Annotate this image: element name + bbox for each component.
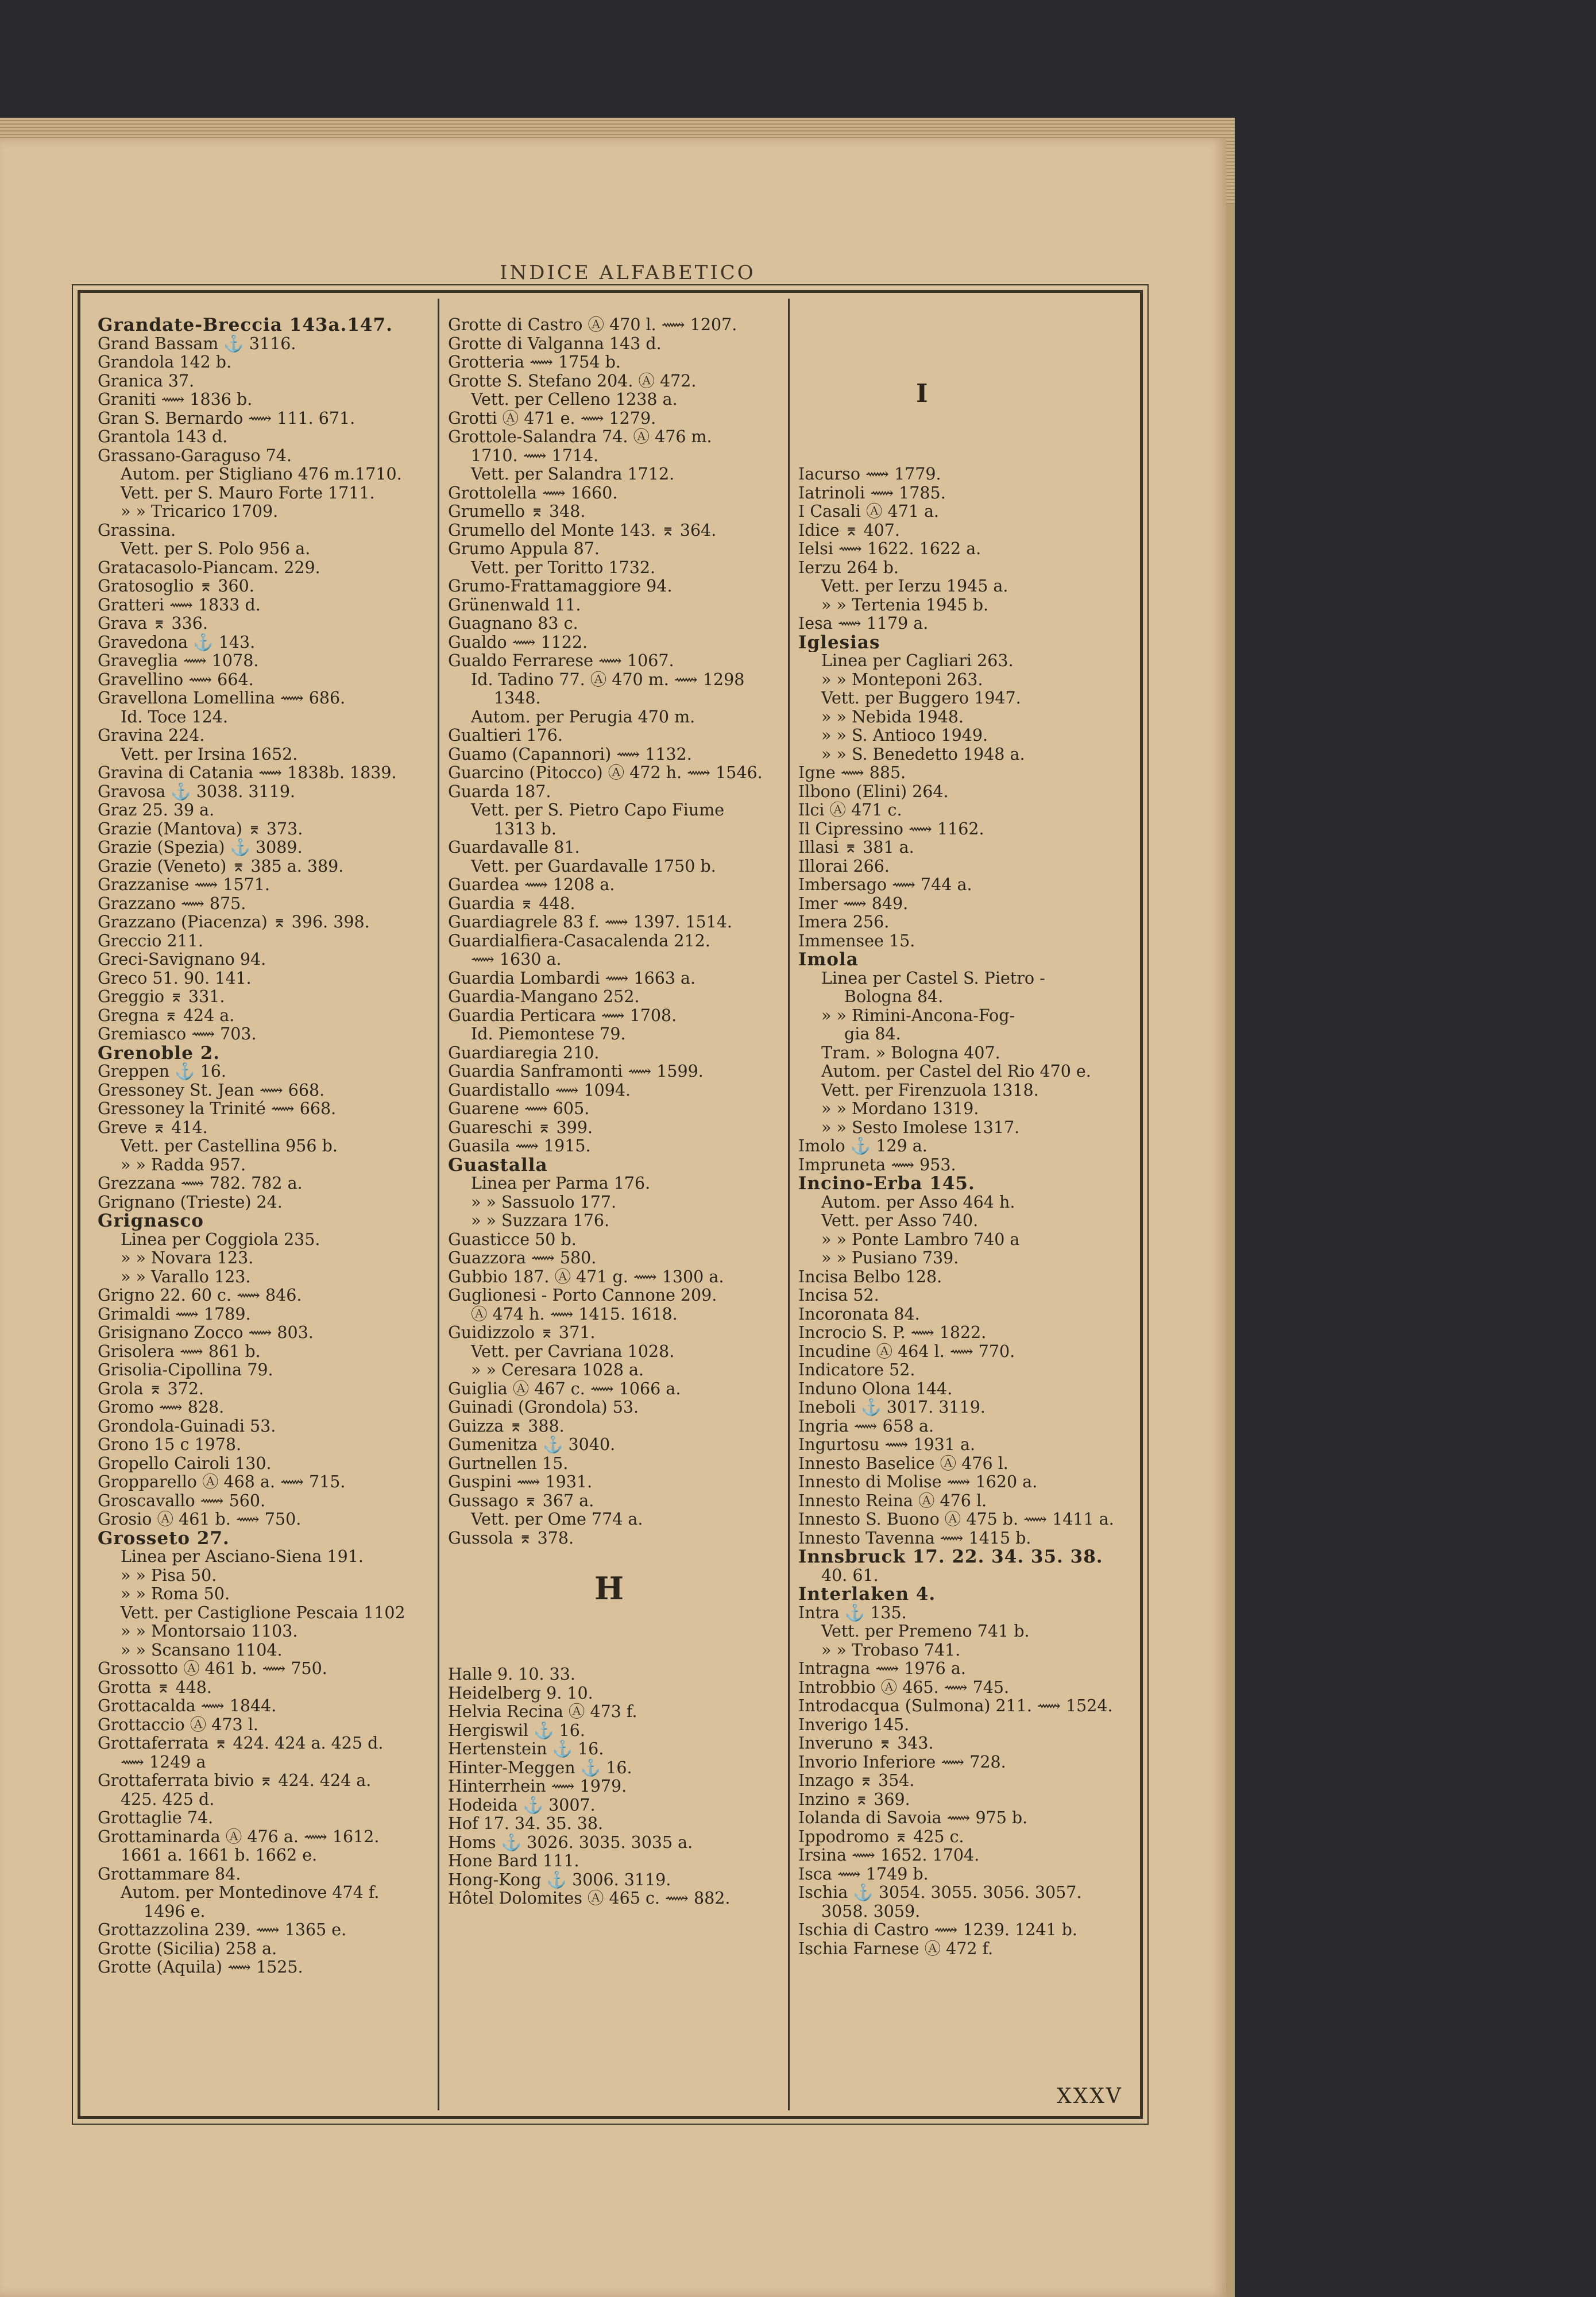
- index-entry: Greco 51. 90. 141.: [98, 969, 252, 988]
- index-entry: Grottazzolina 239. ⟿ 1365 e.: [98, 1921, 347, 1939]
- index-heading: Grenoble 2.: [98, 1043, 221, 1062]
- index-entry: » » Roma 50.: [121, 1585, 230, 1603]
- index-entry: Innesto di Molise ⟿ 1620 a.: [798, 1473, 1038, 1491]
- index-entry: Linea per Cagliari 263.: [821, 652, 1014, 670]
- index-entry: Grotte (Sicilia) 258 a.: [98, 1939, 277, 1958]
- index-entry: Gropello Cairoli 130.: [98, 1454, 272, 1473]
- index-entry: Autom. per Asso 464 h.: [821, 1193, 1015, 1212]
- index-entry: Grottacalda ⟿ 1844.: [98, 1697, 277, 1715]
- index-entry: Grisolia-Cipollina 79.: [98, 1361, 273, 1379]
- index-entry: Autom. per Stigliano 476 m.1710.: [121, 465, 402, 484]
- index-entry: Intra ⚓ 135.: [798, 1603, 907, 1622]
- index-entry: Greci-Savignano 94.: [98, 950, 266, 969]
- index-entry: Intragna ⟿ 1976 a.: [798, 1660, 966, 1678]
- index-entry: 3058. 3059.: [821, 1902, 921, 1921]
- index-entry: Invorio Inferiore ⟿ 728.: [798, 1753, 1006, 1772]
- index-entry: » » Tricarico 1709.: [121, 502, 279, 521]
- index-entry: Ischia Farnese Ⓐ 472 f.: [798, 1939, 994, 1958]
- index-entry: Vett. per Guardavalle 1750 b.: [471, 857, 716, 876]
- index-entry: Iatrinoli ⟿ 1785.: [798, 484, 946, 502]
- index-entry: Imbersago ⟿ 744 a.: [798, 876, 972, 894]
- index-entry: Gremiasco ⟿ 703.: [98, 1025, 257, 1043]
- index-entry: Grottaglie 74.: [98, 1809, 214, 1827]
- index-entry: Vett. per Celleno 1238 a.: [471, 390, 678, 409]
- index-entry: » » Pusiano 739.: [821, 1249, 959, 1267]
- index-entry: » » Montorsaio 1103.: [121, 1622, 298, 1641]
- index-entry: Guarene ⟿ 605.: [448, 1100, 590, 1118]
- index-entry: Grottaferrata bivio ⌆ 424. 424 a.: [98, 1772, 372, 1790]
- index-entry: Grassina.: [98, 521, 176, 540]
- index-entry: 40. 61.: [821, 1566, 879, 1585]
- index-entry: Id. Piemontese 79.: [471, 1025, 626, 1043]
- index-entry: I Casali Ⓐ 471 a.: [798, 502, 940, 521]
- index-entry: Imer ⟿ 849.: [798, 894, 909, 913]
- index-entry: Grantola 143 d.: [98, 428, 228, 446]
- index-entry: 1661 a. 1661 b. 1662 e.: [121, 1846, 318, 1865]
- index-entry: Graz 25. 39 a.: [98, 801, 215, 819]
- index-entry: Gratacasolo-Piancam. 229.: [98, 558, 320, 577]
- index-entry: Grossotto Ⓐ 461 b. ⟿ 750.: [98, 1660, 327, 1678]
- index-heading: Innsbruck 17. 22. 34. 35. 38.: [798, 1548, 1103, 1567]
- index-entry: Guardea ⟿ 1208 a.: [448, 876, 615, 894]
- index-entry: Grotta ⌆ 448.: [98, 1678, 212, 1697]
- index-entry: Guardialfiera-Casacalenda 212.: [448, 931, 710, 950]
- index-entry: Grotte (Aquila) ⟿ 1525.: [98, 1958, 303, 1977]
- index-entry: Homs ⚓ 3026. 3035. 3035 a.: [448, 1833, 693, 1852]
- index-group-g: [448, 316, 778, 1548]
- index-entry: Vett. per Salandra 1712.: [471, 465, 675, 484]
- index-entry: Innesto S. Buono Ⓐ 475 b. ⟿ 1411 a.: [798, 1510, 1114, 1529]
- index-entry: Impruneta ⟿ 953.: [798, 1155, 956, 1174]
- index-entry: Grosio Ⓐ 461 b. ⟿ 750.: [98, 1510, 302, 1529]
- index-entry: Hone Bard 111.: [448, 1852, 579, 1870]
- index-entry: Iesa ⟿ 1179 a.: [798, 614, 929, 633]
- index-heading: Interlaken 4.: [798, 1585, 936, 1604]
- index-entry: Greve ⌆ 414.: [98, 1118, 208, 1137]
- section-letter-h: H: [594, 1570, 624, 1607]
- index-entry: Guizza ⌆ 388.: [448, 1417, 565, 1436]
- index-entry: Helvia Recina Ⓐ 473 f.: [448, 1703, 637, 1721]
- index-entry: » » Ponte Lambro 740 a: [821, 1230, 1020, 1249]
- index-entry: Vett. per Irsina 1652.: [121, 745, 298, 764]
- index-entry: Hong-Kong ⚓ 3006. 3119.: [448, 1870, 671, 1889]
- index-entry: Guardiaregia 210.: [448, 1043, 600, 1062]
- index-entry: Guinadi (Grondola) 53.: [448, 1398, 639, 1417]
- index-entry: Isca ⟿ 1749 b.: [798, 1865, 929, 1884]
- index-entry: Guiglia Ⓐ 467 c. ⟿ 1066 a.: [448, 1379, 681, 1398]
- index-entry: Gualdo Ferrarese ⟿ 1067.: [448, 652, 674, 670]
- index-entry: Gromo ⟿ 828.: [98, 1398, 225, 1417]
- running-head: INDICE ALFABETICO: [500, 261, 756, 284]
- index-entry: Linea per Coggiola 235.: [121, 1230, 320, 1249]
- index-entry: Incisa Belbo 128.: [798, 1267, 942, 1286]
- index-entry: Incudine Ⓐ 464 l. ⟿ 770.: [798, 1342, 1015, 1361]
- index-entry: Grumo-Frattamaggiore 94.: [448, 577, 673, 595]
- index-entry: Innesto Reina Ⓐ 476 l.: [798, 1491, 987, 1510]
- index-entry: Gressoney la Trinité ⟿ 668.: [98, 1100, 337, 1118]
- index-entry: Vett. per Premeno 741 b.: [821, 1622, 1030, 1641]
- index-entry: Gregna ⌆ 424 a.: [98, 1006, 235, 1025]
- index-entry: Grottaferrata ⌆ 424. 424 a. 425 d.: [98, 1734, 384, 1753]
- index-entry: Gravedona ⚓ 143.: [98, 633, 256, 652]
- index-entry: Introdacqua (Sulmona) 211. ⟿ 1524.: [798, 1697, 1113, 1715]
- index-entry: Hodeida ⚓ 3007.: [448, 1796, 596, 1815]
- index-entry: Graveglia ⟿ 1078.: [98, 652, 259, 670]
- index-entry: Guardiagrele 83 f. ⟿ 1397. 1514.: [448, 913, 732, 931]
- index-entry: Guardia-Mangano 252.: [448, 988, 640, 1006]
- index-entry: Graniti ⟿ 1836 b.: [98, 390, 253, 409]
- index-entry: Hof 17. 34. 35. 38.: [448, 1815, 604, 1833]
- index-entry: » » Novara 123.: [121, 1249, 254, 1267]
- index-entry: Introbbio Ⓐ 465. ⟿ 745.: [798, 1678, 1010, 1697]
- index-heading: Guastalla: [448, 1155, 548, 1174]
- index-entry: Hertenstein ⚓ 16.: [448, 1740, 604, 1758]
- index-entry: Grimaldi ⟿ 1789.: [98, 1305, 251, 1324]
- index-entry: 1348.: [494, 689, 541, 707]
- index-entry: Greccio 211.: [98, 931, 203, 950]
- index-entry: Ineboli ⚓ 3017. 3119.: [798, 1398, 986, 1417]
- index-entry: Gussago ⌆ 367 a.: [448, 1491, 594, 1510]
- index-entry: » » Sesto Imolese 1317.: [821, 1118, 1020, 1137]
- index-entry: Iolanda di Savoia ⟿ 975 b.: [798, 1809, 1028, 1827]
- index-heading: Grandate-Breccia 143a.147.: [98, 316, 393, 335]
- index-entry: Guareschi ⌆ 399.: [448, 1118, 593, 1137]
- index-entry: Ippodromo ⌆ 425 c.: [798, 1827, 964, 1846]
- index-entry: Linea per Castel S. Pietro -: [821, 969, 1045, 988]
- index-entry: 1313 b.: [494, 819, 557, 838]
- index-group-h: [448, 1665, 778, 1908]
- index-entry: Imolo ⚓ 129 a.: [798, 1137, 928, 1155]
- index-entry: Gravina 224.: [98, 726, 205, 745]
- index-entry: Vett. per Firenzuola 1318.: [821, 1081, 1039, 1100]
- index-entry: Gumenitza ⚓ 3040.: [448, 1436, 616, 1454]
- index-entry: Vett. per Ierzu 1945 a.: [821, 577, 1008, 595]
- index-entry: » » Radda 957.: [121, 1155, 246, 1174]
- index-entry: Gravosa ⚓ 3038. 3119.: [98, 782, 296, 801]
- index-entry: Halle 9. 10. 33.: [448, 1665, 575, 1684]
- index-entry: » » Rimini-Ancona-Fog-: [821, 1006, 1015, 1025]
- index-entry: Irsina ⟿ 1652. 1704.: [798, 1846, 980, 1865]
- index-entry: » » S. Antioco 1949.: [821, 726, 988, 745]
- index-entry: Gurtnellen 15.: [448, 1454, 569, 1473]
- index-entry: Grazzanise ⟿ 1571.: [98, 876, 270, 894]
- index-entry: Hinterrhein ⟿ 1979.: [448, 1777, 627, 1796]
- index-entry: Ischia ⚓ 3054. 3055. 3056. 3057.: [798, 1884, 1082, 1902]
- index-entry: » » S. Benedetto 1948 a.: [821, 745, 1025, 764]
- index-entry: Guagnano 83 c.: [448, 614, 578, 633]
- index-entry: Innesto Tavenna ⟿ 1415 b.: [798, 1529, 1031, 1548]
- index-entry: Vett. per S. Mauro Forte 1711.: [121, 484, 375, 502]
- index-entry: Grava ⌆ 336.: [98, 614, 208, 633]
- index-column-3: [798, 465, 1129, 1958]
- index-entry: » » Tertenia 1945 b.: [821, 595, 989, 614]
- index-entry: Guardia Lombardi ⟿ 1663 a.: [448, 969, 696, 988]
- index-entry: » » Monteponi 263.: [821, 670, 983, 689]
- index-entry: Hinter-Meggen ⚓ 16.: [448, 1758, 632, 1777]
- index-heading: Imola: [798, 950, 859, 969]
- index-entry: Grand Bassam ⚓ 3116.: [98, 334, 296, 353]
- index-entry: Heidelberg 9. 10.: [448, 1684, 593, 1703]
- index-entry: Incrocio S. P. ⟿ 1822.: [798, 1324, 987, 1342]
- index-entry: Grünenwald 11.: [448, 595, 581, 614]
- index-entry: » » Varallo 123.: [121, 1267, 251, 1286]
- index-entry: Guardia Perticara ⟿ 1708.: [448, 1006, 677, 1025]
- index-entry: Il Cipressino ⟿ 1162.: [798, 819, 984, 838]
- index-entry: Vett. per Cavriana 1028.: [471, 1342, 675, 1361]
- index-entry: Grazzano ⟿ 875.: [98, 894, 246, 913]
- index-entry: » » Scansano 1104.: [121, 1641, 283, 1660]
- index-heading: Incino-Erba 145.: [798, 1174, 975, 1193]
- index-entry: Vett. per Ome 774 a.: [471, 1510, 643, 1529]
- index-entry: Grotteria ⟿ 1754 b.: [448, 353, 621, 372]
- index-entry: Gratosoglio ⌆ 360.: [98, 577, 254, 595]
- index-entry: Guardia ⌆ 448.: [448, 894, 575, 913]
- index-entry: Tram. » Bologna 407.: [821, 1043, 1000, 1062]
- index-entry: Grazie (Spezia) ⚓ 3089.: [98, 838, 303, 857]
- index-entry: Guardia Sanframonti ⟿ 1599.: [448, 1062, 704, 1081]
- index-entry: Grotte S. Stefano 204. Ⓐ 472.: [448, 372, 697, 390]
- index-entry: Grignano (Trieste) 24.: [98, 1193, 283, 1212]
- column-rule-2: [788, 299, 790, 2110]
- index-entry: Groscavallo ⟿ 560.: [98, 1491, 266, 1510]
- index-entry: Grumello del Monte 143. ⌆ 364.: [448, 521, 717, 540]
- index-entry: Guglionesi - Porto Cannone 209.: [448, 1286, 717, 1305]
- section-h-block: [448, 1548, 778, 1665]
- index-entry: Inverigo 145.: [798, 1715, 910, 1734]
- index-entry: Vett. per Asso 740.: [821, 1212, 979, 1230]
- index-entry: Illasi ⌆ 381 a.: [798, 838, 914, 857]
- index-column-1: [98, 316, 428, 1977]
- index-entry: Gravina di Catania ⟿ 1838b. 1839.: [98, 764, 397, 782]
- index-entry: Grisolera ⟿ 861 b.: [98, 1342, 261, 1361]
- index-entry: Incoronata 84.: [798, 1305, 920, 1324]
- index-entry: Gualdo ⟿ 1122.: [448, 633, 588, 652]
- index-entry: 1496 e.: [144, 1902, 206, 1921]
- index-entry: Grono 15 c 1978.: [98, 1436, 242, 1454]
- index-entry: Grazie (Veneto) ⌆ 385 a. 389.: [98, 857, 344, 876]
- index-entry: Gussola ⌆ 378.: [448, 1529, 574, 1548]
- index-entry: Grumo Appula 87.: [448, 540, 600, 558]
- index-entry: Vett. per Buggero 1947.: [821, 689, 1021, 707]
- index-entry: Gropparello Ⓐ 468 a. ⟿ 715.: [98, 1473, 346, 1491]
- index-entry: Guspini ⟿ 1931.: [448, 1473, 593, 1491]
- index-entry: Ilci Ⓐ 471 c.: [798, 801, 902, 819]
- index-column-2: [448, 316, 778, 1908]
- index-entry: Inzago ⌆ 354.: [798, 1772, 915, 1790]
- index-entry: » » Pisa 50.: [121, 1566, 217, 1585]
- index-entry: Autom. per Perugia 470 m.: [471, 707, 695, 726]
- index-entry: Guarda 187.: [448, 782, 551, 801]
- index-entry: » » Nebida 1948.: [821, 707, 964, 726]
- index-entry: Grazie (Mantova) ⌆ 373.: [98, 819, 303, 838]
- index-entry: Grottaccio Ⓐ 473 l.: [98, 1715, 258, 1734]
- index-entry: Ⓐ 474 h. ⟿ 1415. 1618.: [471, 1305, 678, 1324]
- index-entry: Guasticce 50 b.: [448, 1230, 577, 1249]
- index-entry: Hôtel Dolomites Ⓐ 465 c. ⟿ 882.: [448, 1889, 731, 1908]
- index-entry: Grotti Ⓐ 471 e. ⟿ 1279.: [448, 409, 656, 428]
- index-entry: Imera 256.: [798, 913, 890, 931]
- index-entry: Guasila ⟿ 1915.: [448, 1137, 591, 1155]
- index-entry: gia 84.: [844, 1025, 901, 1043]
- index-entry: Iacurso ⟿ 1779.: [798, 465, 941, 484]
- index-entry: Ingurtosu ⟿ 1931 a.: [798, 1436, 976, 1454]
- index-entry: » » Trobaso 741.: [821, 1641, 961, 1660]
- index-entry: Immensee 15.: [798, 931, 915, 950]
- index-entry: » » Mordano 1319.: [821, 1100, 979, 1118]
- index-entry: » » Ceresara 1028 a.: [471, 1361, 644, 1379]
- index-entry: Gressoney St. Jean ⟿ 668.: [98, 1081, 325, 1100]
- index-entry: Grisignano Zocco ⟿ 803.: [98, 1324, 314, 1342]
- index-entry: Illorai 266.: [798, 857, 890, 876]
- index-entry: Grazzano (Piacenza) ⌆ 396. 398.: [98, 913, 370, 931]
- index-entry: Gubbio 187. Ⓐ 471 g. ⟿ 1300 a.: [448, 1267, 724, 1286]
- index-entry: Grola ⌆ 372.: [98, 1379, 204, 1398]
- index-entry: Gravellona Lomellina ⟿ 686.: [98, 689, 346, 707]
- index-entry: Guardistallo ⟿ 1094.: [448, 1081, 631, 1100]
- index-entry: Gravellino ⟿ 664.: [98, 670, 254, 689]
- index-entry: Grottolella ⟿ 1660.: [448, 484, 618, 502]
- index-entry: Inveruno ⌆ 343.: [798, 1734, 934, 1753]
- index-entry: Linea per Asciano-Siena 191.: [121, 1548, 364, 1566]
- index-entry: Vett. per Castellina 956 b.: [121, 1137, 338, 1155]
- index-entry: Inzino ⌆ 369.: [798, 1790, 910, 1809]
- index-entry: Linea per Parma 176.: [471, 1174, 651, 1193]
- index-entry: Grassano-Garaguso 74.: [98, 446, 292, 465]
- index-entry: Grotte di Castro Ⓐ 470 l. ⟿ 1207.: [448, 316, 737, 334]
- index-heading: Grignasco: [98, 1212, 204, 1231]
- section-letter-i: I: [916, 379, 928, 408]
- index-entry: Id. Tadino 77. Ⓐ 470 m. ⟿ 1298: [471, 670, 745, 689]
- index-entry: Gualtieri 176.: [448, 726, 563, 745]
- index-entry: Incisa 52.: [798, 1286, 879, 1305]
- index-entry: Induno Olona 144.: [798, 1379, 953, 1398]
- index-entry: ⟿ 1630 a.: [471, 950, 562, 969]
- index-entry: Grandola 142 b.: [98, 353, 232, 372]
- index-entry: Guardavalle 81.: [448, 838, 580, 857]
- index-entry: Vett. per S. Polo 956 a.: [121, 540, 311, 558]
- index-entry: 425. 425 d.: [121, 1790, 215, 1809]
- index-entry: Guarcino (Pitocco) Ⓐ 472 h. ⟿ 1546.: [448, 764, 763, 782]
- index-entry: Ierzu 264 b.: [798, 558, 899, 577]
- index-entry: Vett. per Castiglione Pescaia 1102: [121, 1603, 405, 1622]
- index-entry: Greggio ⌆ 331.: [98, 988, 225, 1006]
- index-heading: Iglesias: [798, 633, 880, 652]
- index-entry: Indicatore 52.: [798, 1361, 915, 1379]
- index-entry: Grottaminarda Ⓐ 476 a. ⟿ 1612.: [98, 1827, 380, 1846]
- index-entry: Grottole-Salandra 74. Ⓐ 476 m.: [448, 428, 712, 446]
- index-entry: Greppen ⚓ 16.: [98, 1062, 226, 1081]
- index-entry: Grigno 22. 60 c. ⟿ 846.: [98, 1286, 302, 1305]
- column-rule-1: [438, 299, 439, 2110]
- index-entry: Ingria ⟿ 658 a.: [798, 1417, 934, 1436]
- index-entry: Grondola-Guinadi 53.: [98, 1417, 276, 1436]
- index-entry: Grotte di Valganna 143 d.: [448, 334, 662, 353]
- index-entry: Hergiswil ⚓ 16.: [448, 1721, 585, 1740]
- index-entry: Grottammare 84.: [98, 1865, 241, 1884]
- index-entry: Vett. per S. Pietro Capo Fiume: [471, 801, 725, 819]
- index-entry: Igne ⟿ 885.: [798, 764, 906, 782]
- index-entry: Gratteri ⟿ 1833 d.: [98, 595, 261, 614]
- index-entry: » » Suzzara 176.: [471, 1212, 610, 1230]
- index-entry: ⟿ 1249 a: [121, 1753, 206, 1772]
- index-entry: Guazzora ⟿ 580.: [448, 1249, 597, 1267]
- index-entry: Autom. per Montedinove 474 f.: [121, 1884, 380, 1902]
- index-heading: Grosseto 27.: [98, 1529, 230, 1548]
- index-entry: Autom. per Castel del Rio 470 e.: [821, 1062, 1091, 1081]
- page-folio: XXXV: [1057, 2085, 1123, 2108]
- index-entry: Guamo (Capannori) ⟿ 1132.: [448, 745, 692, 764]
- index-entry: Grumello ⌆ 348.: [448, 502, 586, 521]
- index-entry: Granica 37.: [98, 372, 195, 390]
- index-entry: Idice ⌆ 407.: [798, 521, 900, 540]
- index-entry: Grezzana ⟿ 782. 782 a.: [98, 1174, 303, 1193]
- index-entry: Innesto Baselice Ⓐ 476 l.: [798, 1454, 1008, 1473]
- index-entry: Vett. per Toritto 1732.: [471, 558, 656, 577]
- index-entry: Guidizzolo ⌆ 371.: [448, 1324, 596, 1342]
- index-entry: Ilbono (Elini) 264.: [798, 782, 949, 801]
- index-entry: Bologna 84.: [844, 988, 944, 1006]
- index-entry: 1710. ⟿ 1714.: [471, 446, 599, 465]
- index-entry: » » Sassuolo 177.: [471, 1193, 617, 1212]
- index-entry: Ischia di Castro ⟿ 1239. 1241 b.: [798, 1921, 1077, 1939]
- index-entry: Gran S. Bernardo ⟿ 111. 671.: [98, 409, 355, 428]
- index-entry: Ielsi ⟿ 1622. 1622 a.: [798, 540, 981, 558]
- index-entry: Id. Toce 124.: [121, 707, 228, 726]
